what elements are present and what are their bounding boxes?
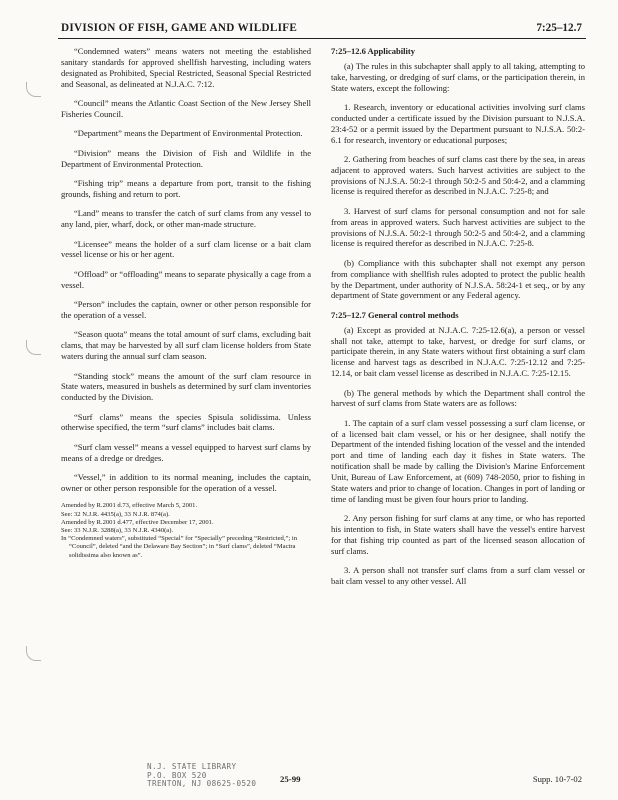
definition-surf-clam-vessel: “Surf clam vessel” means a vessel equipped to harvest surf clams by means of a dredge or dredges. [61, 441, 311, 463]
control-b2: 2. Any person fishing for surf clams at any time, or who has reported his intention to fish, in State waters shall have the vessel's entire harvest for that fishing trip counted as part of the licensed season allocation of surf clams. [331, 513, 585, 556]
history-line: See: 32 N.J.R. 4435(a), 33 N.J.R. 874(a). [61, 510, 170, 518]
library-stamp [147, 763, 256, 789]
binding-mark [26, 340, 41, 355]
history-line: Amended by R.2001 d.477, effective December 17, 2001. [61, 518, 214, 526]
control-b3: 3. A person shall not transfer surf clams from a surf clam vessel or bait clam vessel to any other vessel. All [331, 565, 585, 586]
control-b: (b) The general methods by which the Department shall control the harvest of surf clams from State waters are as follows: [331, 387, 585, 409]
definition-person: “Person” includes the captain, owner or other person responsible for the operation of a vessel. [61, 299, 311, 320]
stamp-line: N.J. STATE LIBRARY [147, 762, 237, 771]
definition-land: “Land” means to transfer the catch of surf clams from any vessel to any land, pier, wharf, dock, or other man-made structure. [61, 208, 311, 230]
running-header-section: 7:25–12.7 [536, 22, 582, 34]
definition-council: “Council” means the Atlantic Coast Section of the New Jersey Shell Fisheries Council. [61, 97, 311, 119]
left-column [61, 46, 311, 560]
definition-season-quota: “Season quota” means the total amount of surf clams, excluding bait clams, that may be harvested by all surf clam license holders from State waters during the annual surf clam season. [61, 329, 311, 362]
stamp-line: TRENTON, NJ 08625-0520 [147, 779, 257, 789]
definition-fishing-trip: “Fishing trip” means a departure from port, transit to the fishing grounds, fishing and return to port. [61, 177, 311, 199]
history-note: In “Condemned waters”, substituted “Special” for “Specially” preceding “Restricted,”; in “Council”, deleted “and the Delaware Bay Section”; in “Surf clams”, deleted “Mactra solidissima also known as”. [61, 535, 298, 559]
stamp-line: P.O. BOX 520 [147, 770, 207, 780]
running-header-title: DIVISION OF FISH, GAME AND WILDLIFE [61, 22, 298, 34]
supplement-date: Supp. 10-7-02 [532, 774, 582, 784]
applicability-a: (a) The rules in this subchapter shall apply to all taking, attempting to take, harvesting, or dredging of surf clams, or the participation therein, in State waters, except the following: [331, 60, 585, 93]
section-heading-general-control: 7:25–12.7 General control methods [331, 309, 459, 320]
definition-condemned-waters: “Condemned waters” means waters not meeting the established sanitary standards for approved shellfish harvesting, including waters designated as Prohibited, Special Restricted, Seasonal Special Restricted and Seasonal, as delineated at N.J.A.C. 7:12. [61, 46, 311, 89]
definition-department: “Department” means the Department of Environmental Protection. [74, 128, 303, 139]
applicability-b: (b) Compliance with this subchapter shall not exempt any person from compliance with shellfish rules adopted to protect the public health by the Department, under authority of N.J.S.A. 58:24-1 et seq., or by any department of State government or any Federal agency. [331, 257, 585, 301]
page-number: 25-99 [280, 774, 301, 784]
control-a: (a) Except as provided at N.J.A.C. 7:25-12.6(a), a person or vessel shall not take, attempt to take, harvest, or dredge for surf clams, or participate therein, in any State waters without first obtaining a surf clam license and harvest tags as described in N.J.A.C. 7:25-12.12 and 7:25-12.14, or bait clam vessel license as described in N.J.A.C. 7:25-12.15. [331, 324, 585, 379]
definition-division: “Division” means the Division of Fish and Wildlife in the Department of Environmental Protection. [61, 147, 311, 169]
right-column [331, 46, 585, 595]
binding-mark [26, 82, 41, 97]
applicability-a3: 3. Harvest of surf clams for personal consumption and not for sale from areas in approved waters. Such harvest activities are subject to the provisions of N.J.S.A. 50:2-1 through 50:2-5 and 50:4-2, and a clamming license is required therefor as described in N.J.A.C. 7:25-8. [331, 205, 585, 249]
control-b1: 1. The captain of a surf clam vessel possessing a surf clam license, or of a licensed bait clam vessel, or his or her designee, shall notify the Department of the intended fishing location of the vessel and the intended port and time of landing each day it fishes in State waters. The notification shall be made by calling the Division's Marine Enforcement Unit, Bureau of Law Enforcement, at (609) 748-2050, prior to fishing in State waters and prior to change of location. Changes in port of landing or time of landing must be given four hours prior to landing. [331, 417, 585, 504]
definition-licensee: “Licensee” means the holder of a surf clam license or a bait clam vessel license or his or her agent. [61, 238, 311, 260]
history-line: See: 33 N.J.R. 3288(a), 33 N.J.R. 4340(a). [61, 527, 174, 535]
header-rule [58, 38, 586, 39]
definition-offload: “Offload” or “offloading” means to separate physically a cage from a vessel. [61, 268, 311, 290]
definition-standing-stock: “Standing stock” means the amount of the surf clam resource in State waters, measured in bushels as determined by surf clam inventories conducted by the Division. [61, 370, 311, 403]
history-line: Amended by R.2001 d.73, effective March 5, 2001. [61, 502, 198, 510]
section-heading-applicability: 7:25–12.6 Applicability [331, 46, 416, 56]
amendment-history [61, 502, 311, 559]
applicability-a2: 2. Gathering from beaches of surf clams cast there by the sea, in areas adjacent to approved waters. Such harvest activities are subject to the provisions of N.J.S.A. 50:2-1 through 50:2-5 and 50:4-2, and a clamming license is required therefor as described in N.J.A.C. 7:25-8; and [331, 153, 585, 197]
definition-vessel: “Vessel,” in addition to its normal meaning, includes the captain, owner or other person responsible for the operation of a vessel. [61, 472, 311, 494]
binding-mark [26, 646, 41, 661]
definition-surf-clams: “Surf clams” means the species Spisula solidissima. Unless otherwise specified, the term “surf clams” includes bait clams. [61, 411, 311, 433]
applicability-a1: 1. Research, inventory or educational activities involving surf clams conducted under a certificate issued by the Division pursuant to N.J.S.A. 23:4-52 or a permit issued by the Department pursuant to N.J.S.A. 50:2-6.1 for research, inventory or educational purposes; [331, 101, 585, 145]
